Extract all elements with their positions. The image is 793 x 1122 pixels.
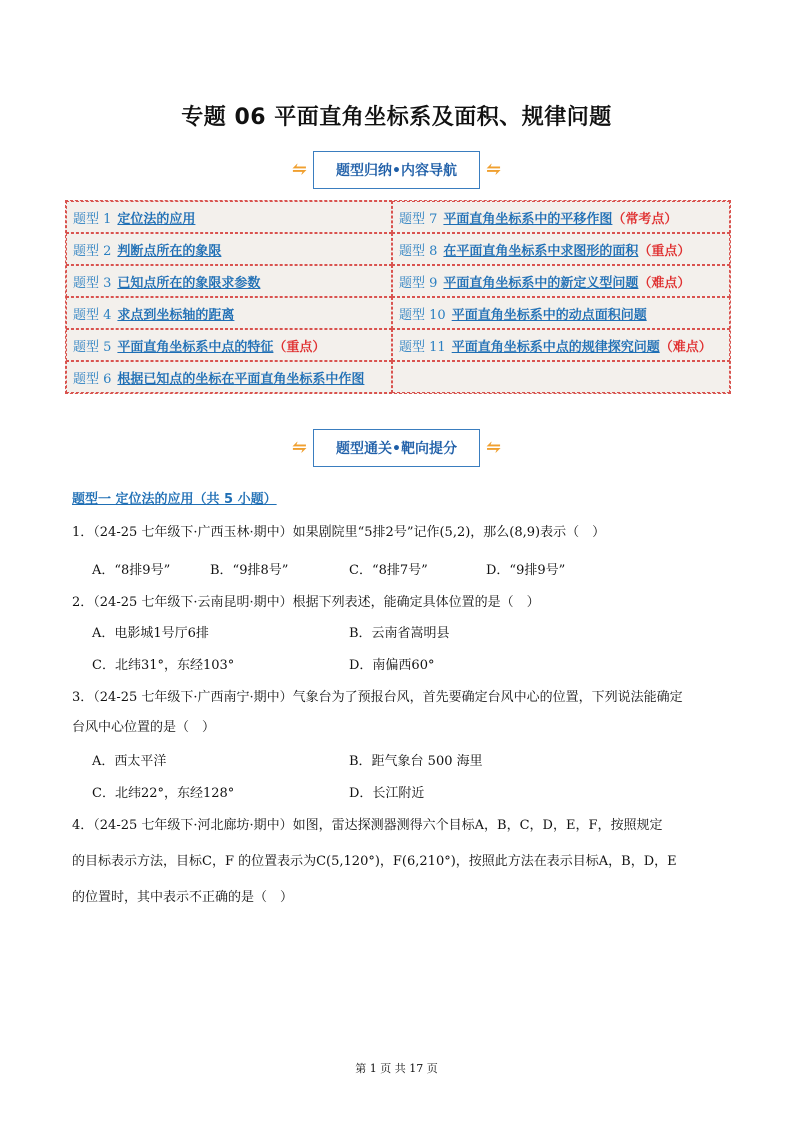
nav-item-3[interactable]: 题型 3 已知点所在的象限求参数 — [66, 265, 392, 297]
question-4-line3: 的位置时，其中表示不正确的是（ ） — [72, 890, 294, 905]
nav-link-2[interactable]: 判断点所在的象限 — [117, 243, 222, 259]
practice-banner — [0, 428, 793, 468]
q1-option-d: D．“9排9号” — [486, 563, 566, 578]
nav-item-10[interactable]: 题型 10 平面直角坐标系中的动点面积问题 — [392, 297, 730, 329]
question-1-stem: 1．（24-25 七年级下·广西玉林·期中）如果剧院里“5排2号”记作(5,2)，那么(8,9)表示（ ） — [72, 525, 606, 540]
nav-link-3[interactable]: 已知点所在的象限求参数 — [117, 275, 261, 291]
nav-item-empty — [392, 361, 730, 393]
q2-option-b: B．云南省嵩明县 — [349, 626, 450, 641]
q1-option-a: A．“8排9号” — [92, 563, 171, 578]
question-4-line2: 的目标表示方法，目标C，F 的位置表示为C(5,120°)，F(6,210°)，按照此方法在表示目标A，B，D，E — [72, 854, 677, 869]
nav-item-6[interactable]: 题型 6 根据已知点的坐标在平面直角坐标系中作图 — [66, 361, 392, 393]
nav-banner-label: 题型归纳•内容导航 — [313, 151, 480, 189]
q3-option-c: C．北纬22°，东经128° — [92, 786, 235, 801]
practice-banner-label: 题型通关•靶向提分 — [313, 429, 480, 467]
nav-item-7[interactable]: 题型 7 平面直角坐标系中的平移作图 （常考点） — [392, 201, 730, 233]
page-title: 专题 06 平面直角坐标系及面积、规律问题 — [181, 105, 612, 130]
nav-link-7[interactable]: 平面直角坐标系中的平移作图 — [443, 211, 613, 227]
q3-option-a: A．西太平洋 — [92, 754, 167, 769]
nav-item-4[interactable]: 题型 4 求点到坐标轴的距离 — [66, 297, 392, 329]
q3-option-d: D．长江附近 — [349, 786, 425, 801]
nav-link-8[interactable]: 在平面直角坐标系中求图形的面积 — [443, 243, 639, 259]
nav-item-1[interactable]: 题型 1 定位法的应用 — [66, 201, 392, 233]
left-bracket-icon: ⇋ — [291, 159, 308, 180]
q3-option-b: B．距气象台 500 海里 — [349, 754, 483, 769]
question-3-stem-line1: 3．（24-25 七年级下·广西南宁·期中）气象台为了预报台风，首先要确定台风中心的位置，下列说法能确定 — [72, 690, 683, 705]
q2-option-c: C．北纬31°，东经103° — [92, 658, 235, 673]
q1-option-b: B．“9排8号” — [210, 563, 289, 578]
nav-link-4[interactable]: 求点到坐标轴的距离 — [117, 307, 235, 323]
left-bracket-icon: ⇋ — [291, 437, 308, 458]
nav-item-9[interactable]: 题型 9 平面直角坐标系中的新定义型问题 （难点） — [392, 265, 730, 297]
nav-item-11[interactable]: 题型 11 平面直角坐标系中点的规律探究问题 （难点） — [392, 329, 730, 361]
q2-option-a: A．电影城1号厅6排 — [92, 626, 209, 641]
nav-banner — [0, 150, 793, 190]
page-footer: 第 1 页 共 17 页 — [355, 1062, 438, 1075]
right-bracket-icon: ⇋ — [485, 437, 502, 458]
q1-option-c: C．“8排7号” — [349, 563, 428, 578]
nav-link-5[interactable]: 平面直角坐标系中点的特征 — [117, 339, 274, 355]
nav-link-6[interactable]: 根据已知点的坐标在平面直角坐标系中作图 — [117, 371, 365, 387]
question-3-stem-line2: 台风中心位置的是（ ） — [72, 720, 216, 735]
question-4-line1: 4．（24-25 七年级下·河北廊坊·期中）如图，雷达探测器测得六个目标A，B，C，D，E，F，按照规定 — [72, 818, 663, 833]
q2-option-d: D．南偏西60° — [349, 658, 435, 673]
nav-item-2[interactable]: 题型 2 判断点所在的象限 — [66, 233, 392, 265]
section-heading[interactable]: 题型一 定位法的应用（共 5 小题） — [72, 492, 277, 507]
nav-link-10[interactable]: 平面直角坐标系中的动点面积问题 — [451, 307, 647, 323]
question-2-stem: 2．（24-25 七年级下·云南昆明·期中）根据下列表述，能确定具体位置的是（ ） — [72, 595, 540, 610]
right-bracket-icon: ⇋ — [485, 159, 502, 180]
nav-item-8[interactable]: 题型 8 在平面直角坐标系中求图形的面积 （重点） — [392, 233, 730, 265]
nav-item-5[interactable]: 题型 5 平面直角坐标系中点的特征 （重点） — [66, 329, 392, 361]
nav-link-1[interactable]: 定位法的应用 — [117, 211, 196, 227]
nav-link-9[interactable]: 平面直角坐标系中的新定义型问题 — [443, 275, 639, 291]
topic-navigation-table — [65, 200, 731, 394]
nav-link-11[interactable]: 平面直角坐标系中点的规律探究问题 — [451, 339, 660, 355]
